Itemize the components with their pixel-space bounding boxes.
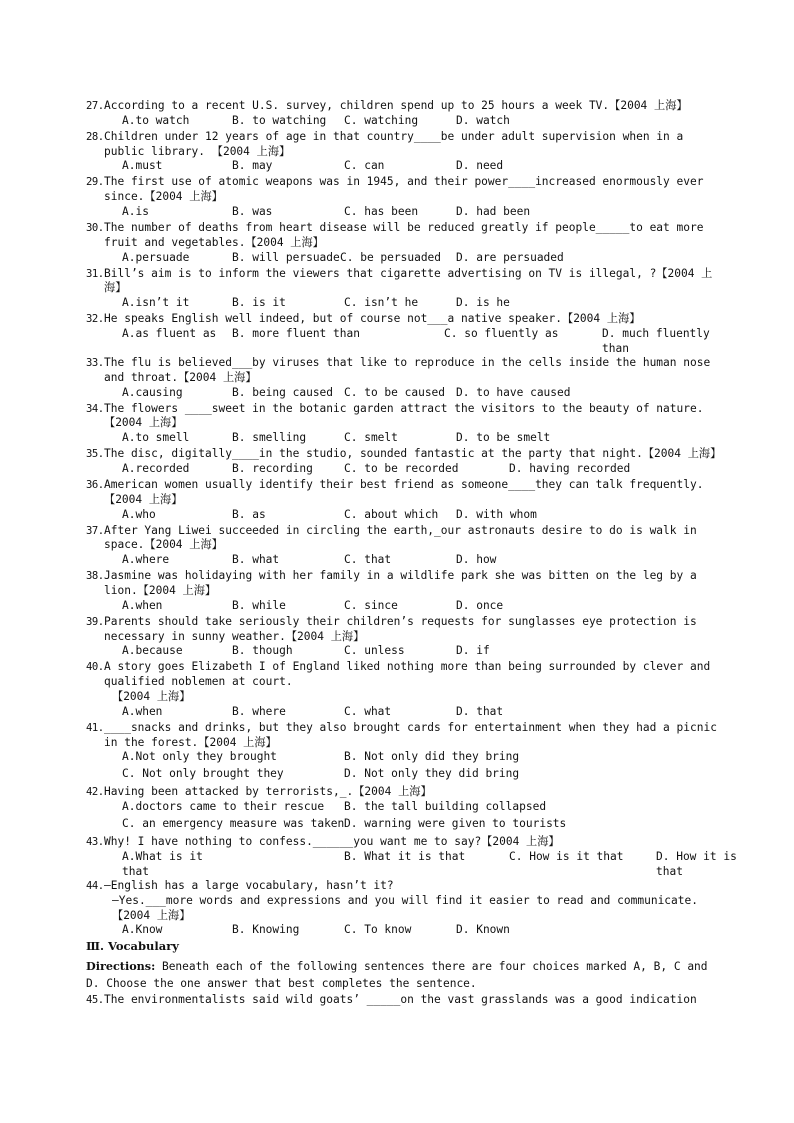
answer-option: B. Not only did they bring — [344, 750, 520, 764]
question-stem: Having been attacked by terrorists,_.【2004 上海】 — [104, 785, 432, 799]
answer-option: D. Known — [456, 923, 510, 937]
answer-option: D. is he — [456, 296, 510, 310]
question-number: 42. — [86, 786, 104, 799]
answer-option: A.as fluent as — [122, 326, 217, 340]
exam-page — [86, 98, 737, 1008]
question — [86, 879, 726, 938]
question-stem: The flowers ____sweet in the botanic garden attract the visitors to the beauty of nature.【2004 上海】 — [104, 401, 704, 430]
answer-option: C. To know — [344, 923, 412, 937]
answer-options — [104, 296, 726, 311]
question-number: 30. — [86, 221, 104, 234]
question-stem: The number of deaths from heart disease will be reduced greatly if people_____to eat more fruit and vegetables.【2004 上海】 — [104, 220, 704, 249]
answer-option: D. How it is that — [656, 849, 737, 878]
answer-option: A.when — [122, 598, 163, 612]
question-stem: The disc, digitally____in the studio, sounded fantastic at the party that night.【2004 上海】 — [104, 447, 722, 461]
answer-options-row — [104, 750, 726, 767]
answer-option: B. the tall building collapsed — [344, 800, 547, 814]
question — [86, 615, 726, 660]
question-stem: A story goes Elizabeth I of England liked nothing more than being surrounded by clever and qualified noblemen at court. — [104, 660, 711, 689]
question-stem: ____snacks and drinks, but they also brought cards for entertainment when they had a picnic in the forest.【2004 上海】 — [104, 720, 717, 749]
question-line: —Yes.___more words and expressions and you will find it easier to read and communicate.【2004 上海】 — [112, 893, 698, 922]
section-heading: Ⅲ. Vocabulary — [86, 939, 179, 954]
answer-option: D. to be smelt — [456, 431, 551, 445]
answer-option: D. with whom — [456, 507, 537, 521]
answer-option: A.What is it that — [122, 849, 203, 878]
question — [86, 312, 726, 355]
answer-option: B. was — [232, 204, 273, 218]
answer-option: A.doctors came to their rescue — [122, 800, 325, 814]
question — [86, 356, 726, 401]
answer-options — [104, 923, 726, 938]
answer-option: D. to have caused — [456, 385, 571, 399]
answer-option: A.causing — [122, 385, 183, 399]
question-number: 37. — [86, 524, 104, 537]
answer-option: C. an emergency measure was taken — [122, 817, 345, 831]
answer-option: D. once — [456, 598, 504, 612]
question — [86, 99, 726, 129]
question-number: 44. — [86, 879, 104, 892]
answer-options-row — [104, 767, 726, 784]
answer-option: B. will persuade — [232, 250, 340, 264]
answer-option: B. recording — [232, 461, 313, 475]
question-number: 40. — [86, 661, 104, 674]
answer-option: C. since — [344, 598, 398, 612]
answer-option: B. what — [232, 553, 280, 567]
question-number: 33. — [86, 356, 104, 369]
answer-option: C. to be caused — [344, 385, 446, 399]
directions-label: Directions: — [86, 959, 156, 974]
answer-option: A.must — [122, 159, 163, 173]
answer-option: B. as — [232, 507, 266, 521]
answer-options — [104, 159, 726, 174]
answer-option: A.isn’t it — [122, 296, 190, 310]
answer-option: C. be persuaded — [340, 250, 442, 264]
answer-option: D. had been — [456, 204, 531, 218]
answer-option: C. about which — [344, 507, 439, 521]
answer-options — [104, 508, 726, 523]
question — [86, 478, 726, 523]
question-number: 41. — [86, 721, 104, 734]
question — [86, 175, 726, 220]
answer-option: D. much fluently than — [602, 326, 710, 355]
question-number: 45. — [86, 994, 104, 1007]
answer-option: D. warning were given to tourists — [344, 817, 567, 831]
answer-option: C. isn’t he — [344, 296, 419, 310]
answer-option: A.Know — [122, 923, 163, 937]
answer-option: B. What it is that — [344, 849, 466, 863]
answer-options — [104, 462, 726, 477]
answer-option: A.is — [122, 204, 149, 218]
question-source: 【2004 上海】 — [112, 689, 191, 703]
answer-option: C. to be recorded — [344, 461, 459, 475]
question-number: 28. — [86, 130, 104, 143]
question-number: 29. — [86, 176, 104, 189]
answer-option: D. watch — [456, 113, 510, 127]
answer-option: B. smelling — [232, 431, 307, 445]
answer-options — [104, 386, 726, 401]
answer-option: D. if — [456, 644, 490, 658]
question — [86, 130, 726, 175]
answer-option: A.recorded — [122, 461, 190, 475]
answer-option: D. need — [456, 159, 504, 173]
answer-options — [104, 251, 726, 266]
question-stem: Parents should take seriously their children’s requests for sunglasses eye protection is necessary in sunny weather.【2004 上海】 — [104, 614, 697, 643]
question-number: 31. — [86, 267, 104, 280]
answer-option: D. that — [456, 704, 504, 718]
question-stem: Children under 12 years of age in that country____be under adult supervision when in a public library. 【2004 上海】 — [104, 129, 684, 158]
question-number: 35. — [86, 448, 104, 461]
directions — [86, 958, 726, 992]
question-number: 27. — [86, 100, 104, 112]
question-stem: He speaks English well indeed, but of course not___a native speaker.【2004 上海】 — [104, 312, 641, 326]
answer-option: C. that — [344, 553, 392, 567]
answer-option: C. Not only brought they — [122, 767, 284, 781]
answer-option: B. is it — [232, 296, 286, 310]
question-stem: According to a recent U.S. survey, children spend up to 25 hours a week TV.【2004 上海】 — [104, 99, 688, 112]
question — [86, 221, 726, 266]
question-stem: American women usually identify their best friend as someone____they can talk frequently.【2004 上海】 — [104, 477, 704, 506]
answer-options — [104, 705, 726, 720]
answer-option: B. may — [232, 159, 273, 173]
answer-options — [104, 114, 726, 129]
question-stem: The first use of atomic weapons was in 1945, and their power____increased enormously ever since.【2004 上海】 — [104, 175, 704, 204]
answer-option: D. Not only they did bring — [344, 767, 520, 781]
question — [86, 993, 726, 1008]
answer-option: C. watching — [344, 113, 419, 127]
answer-option: B. more fluent than — [232, 326, 360, 340]
answer-option: B. to watching — [232, 113, 327, 127]
answer-option: A.to smell — [122, 431, 190, 445]
question — [86, 835, 737, 878]
question — [86, 447, 726, 477]
answer-options — [104, 327, 726, 355]
question-number: 36. — [86, 478, 104, 491]
answer-option: B. where — [232, 704, 286, 718]
answer-option: C. can — [344, 159, 385, 173]
question-stem: Jasmine was holidaying with her family in a wildlife park she was bitten on the leg by a lion.【2004 上海】 — [104, 569, 697, 597]
answer-options — [104, 553, 726, 568]
answer-option: B. though — [232, 644, 293, 658]
question-stem: —English has a large vocabulary, hasn’t it? — [104, 878, 394, 892]
answer-option: C. smelt — [344, 431, 398, 445]
answer-option: A.Not only they brought — [122, 750, 277, 764]
question-stem: After Yang Liwei succeeded in circling the earth,_our astronauts desire to do is walk in space.【2004 上海】 — [104, 523, 697, 552]
answer-option: A.where — [122, 553, 170, 567]
answer-options — [104, 431, 726, 446]
question — [86, 785, 726, 834]
answer-option: A.who — [122, 507, 156, 521]
answer-option: A.persuade — [122, 250, 190, 264]
answer-option: C. so fluently as — [444, 326, 559, 340]
question — [86, 569, 726, 614]
answer-option: B. Knowing — [232, 923, 300, 937]
answer-option: D. how — [456, 553, 497, 567]
question-number: 34. — [86, 402, 104, 415]
question-stem: The flu is believed___by viruses that like to reproduce in the cells inside the human nose and throat.【2004 上海】 — [104, 355, 711, 384]
answer-options — [104, 599, 726, 614]
answer-options — [104, 205, 726, 220]
answer-option: D. having recorded — [509, 461, 631, 475]
answer-options-row — [104, 800, 726, 817]
question-number: 39. — [86, 615, 104, 628]
answer-option: D. are persuaded — [456, 250, 564, 264]
question — [86, 660, 726, 719]
question — [86, 267, 726, 312]
question-stem: Bill’s aim is to inform the viewers that cigarette advertising on TV is illegal, ?【2004 上海】 — [104, 266, 713, 295]
question — [86, 721, 726, 785]
question-number: 32. — [86, 313, 104, 326]
question-number: 43. — [86, 836, 104, 849]
answer-option: B. while — [232, 598, 286, 612]
directions-text: Beneath each of the following sentences there are four choices marked A, B, C and D. Choose the one answer that best completes the sentence. — [86, 960, 708, 991]
answer-option: C. How is it that — [509, 849, 624, 863]
answer-option: A.when — [122, 704, 163, 718]
question-stem: Why! I have nothing to confess.______you want me to say?【2004 上海】 — [104, 835, 560, 849]
answer-option: A.to watch — [122, 113, 190, 127]
answer-options — [104, 849, 737, 878]
answer-option: A.because — [122, 644, 183, 658]
answer-option: C. what — [344, 704, 392, 718]
question-stem: The environmentalists said wild goats’ _____on the vast grasslands was a good indication — [104, 993, 697, 1007]
answer-option: C. unless — [344, 644, 405, 658]
answer-options-row — [104, 817, 726, 834]
question — [86, 402, 726, 447]
answer-options — [104, 644, 726, 659]
question — [86, 524, 726, 569]
question-number: 38. — [86, 570, 104, 583]
answer-option: C. has been — [344, 204, 419, 218]
answer-option: B. being caused — [232, 385, 334, 399]
